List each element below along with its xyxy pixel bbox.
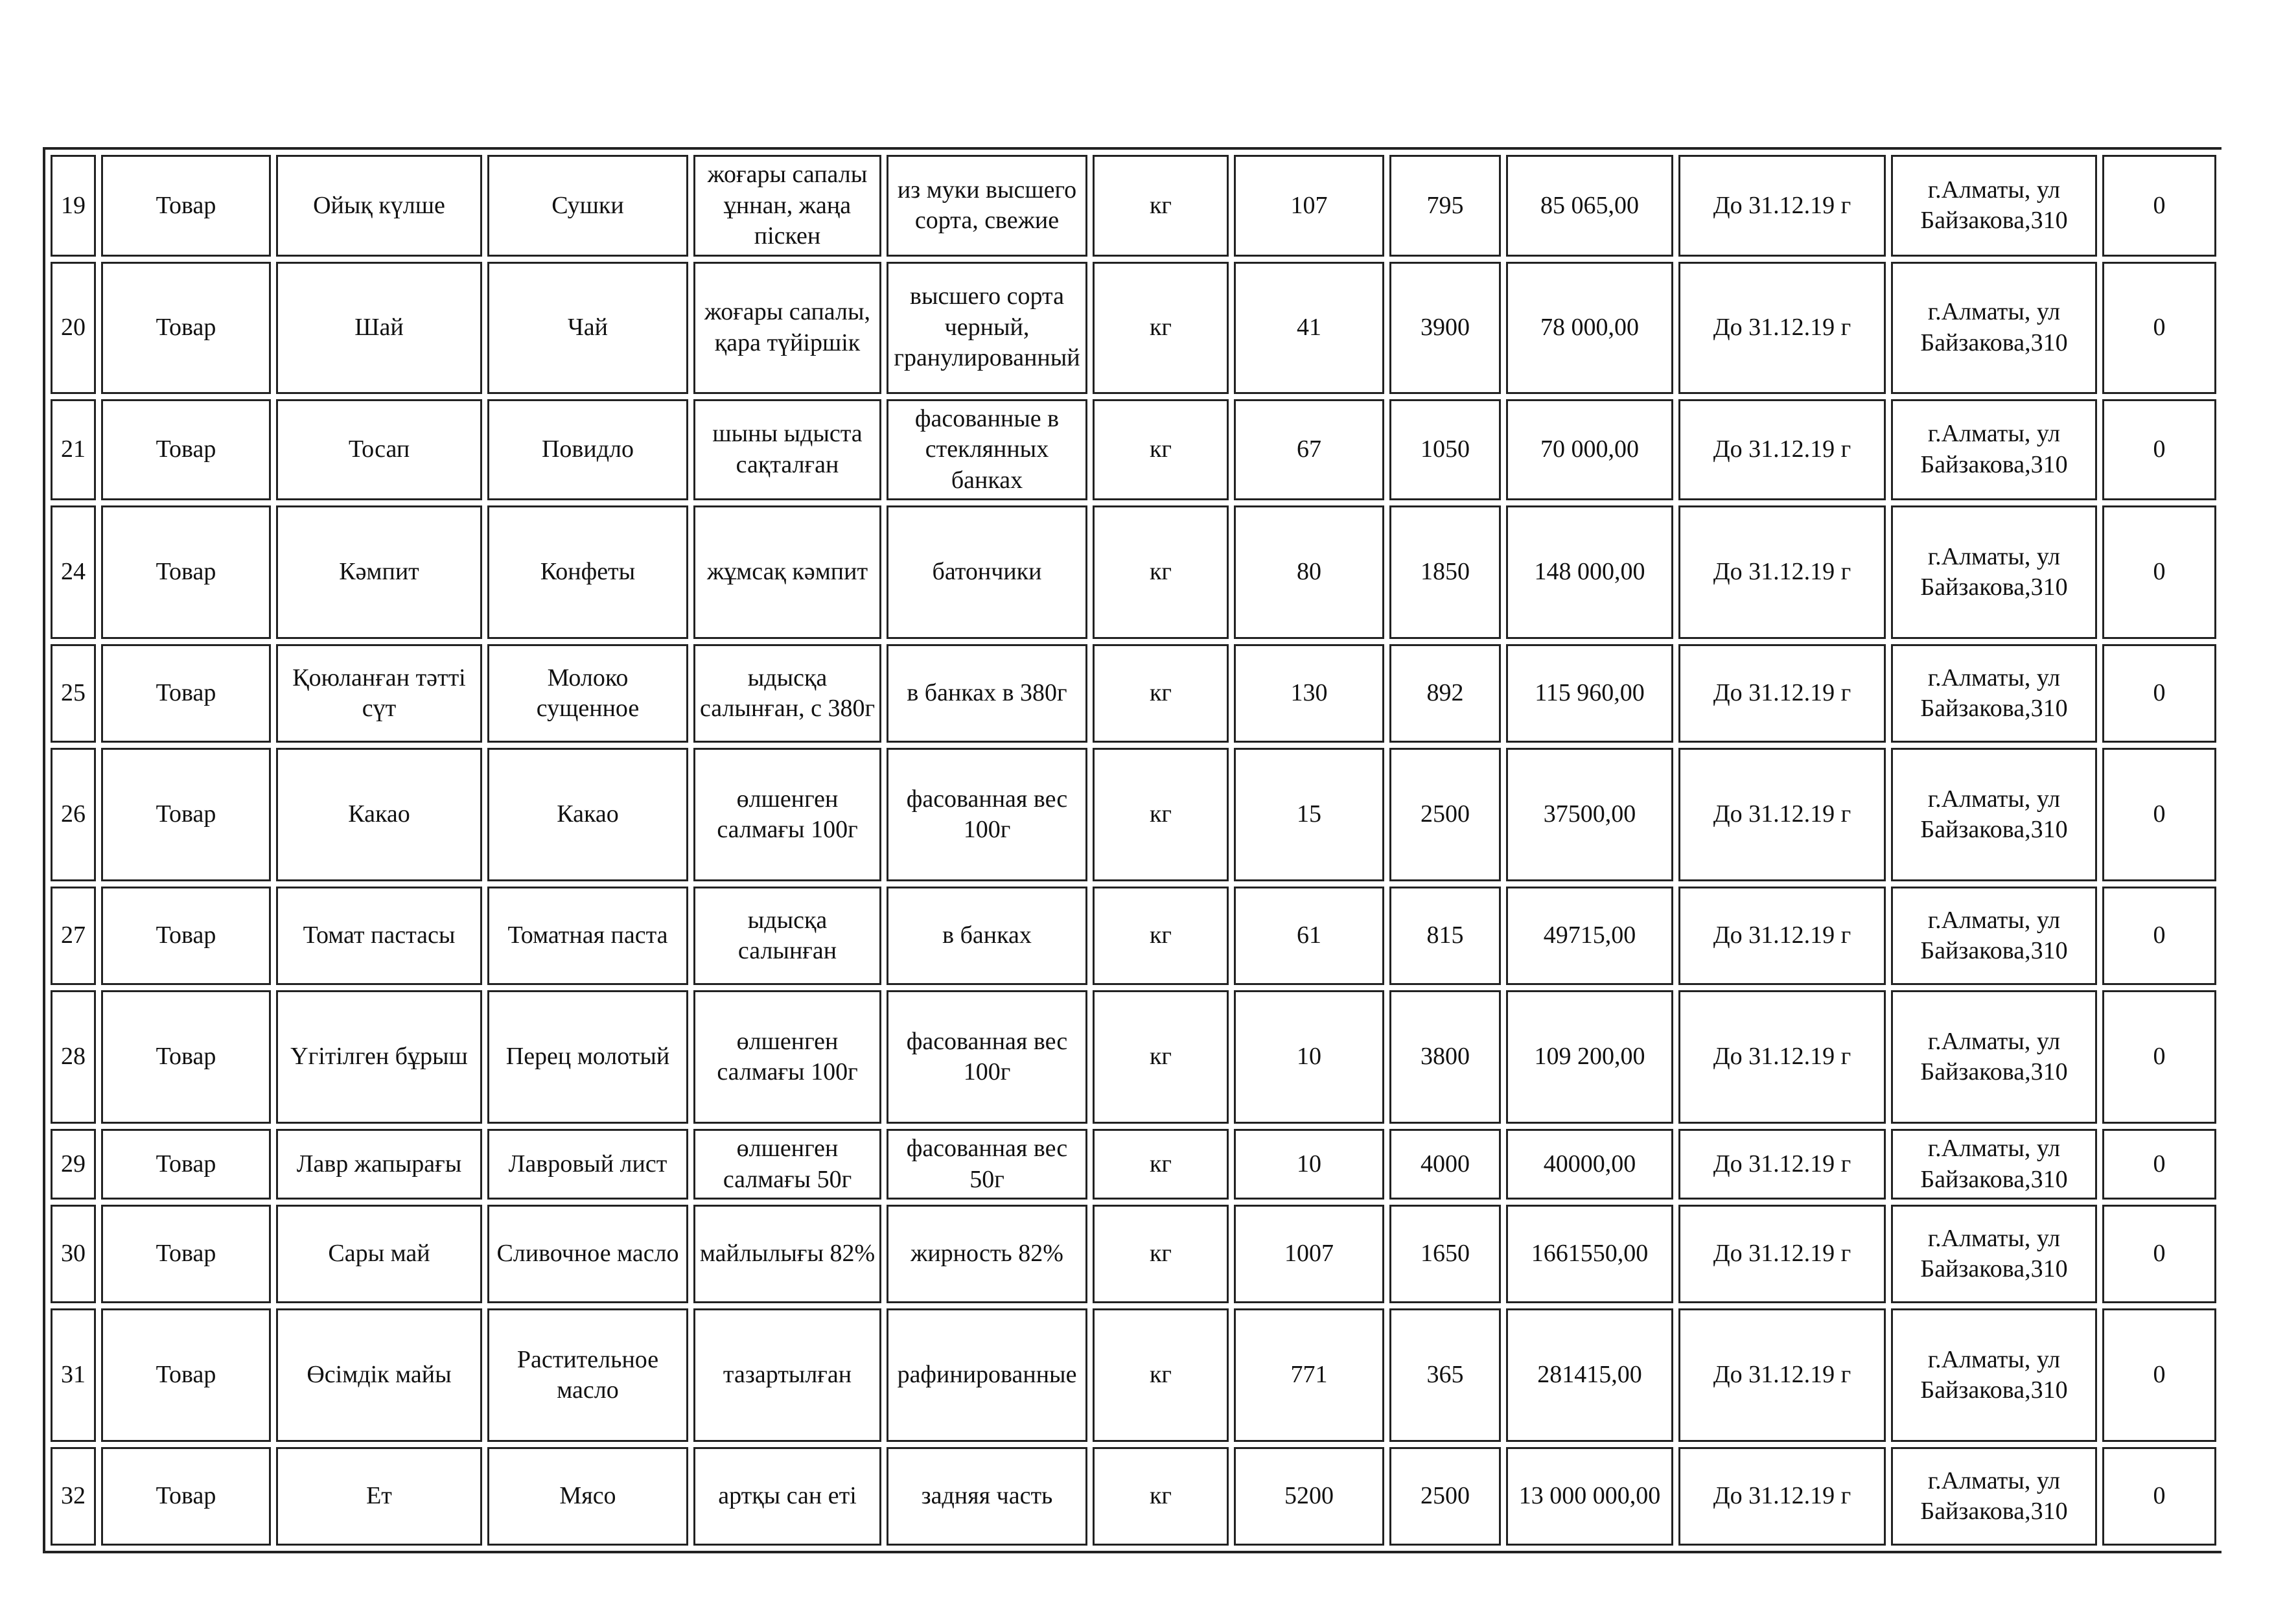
quantity: 5200 [1234,1447,1384,1546]
item-description-kz: шыны ыдыста сақталған [693,399,881,501]
item-name-kz: Шай [276,262,482,394]
item-description-kz: майлылығы 82% [693,1205,881,1303]
item-name-ru: Томатная паста [487,887,688,985]
unit-of-measure: кг [1093,155,1229,257]
item-name-ru: Повидло [487,399,688,501]
delivery-place: г.Алматы, ул Байзакова,310 [1891,155,2097,257]
item-description-kz: жұмсақ кәмпит [693,505,881,639]
item-type: Товар [101,505,271,639]
unit-price: 3900 [1389,262,1501,394]
advance-payment: 0 [2102,990,2216,1124]
delivery-term: До 31.12.19 г [1678,155,1886,257]
row-number: 28 [51,990,96,1124]
item-type: Товар [101,155,271,257]
total-sum: 37500,00 [1506,748,1673,881]
item-description-kz: ыдысқа салынған, с 380г [693,644,881,743]
quantity: 67 [1234,399,1384,501]
unit-of-measure: кг [1093,990,1229,1124]
unit-of-measure: кг [1093,399,1229,501]
table-row [51,262,2216,394]
delivery-term: До 31.12.19 г [1678,887,1886,985]
quantity: 1007 [1234,1205,1384,1303]
unit-of-measure: кг [1093,1447,1229,1546]
table-row [51,887,2216,985]
advance-payment: 0 [2102,748,2216,881]
total-sum: 78 000,00 [1506,262,1673,394]
quantity: 771 [1234,1308,1384,1442]
item-description-ru: фасованная вес 100г [887,990,1087,1124]
advance-payment: 0 [2102,1447,2216,1546]
delivery-term: До 31.12.19 г [1678,399,1886,501]
item-name-kz: Ет [276,1447,482,1546]
delivery-place: г.Алматы, ул Байзакова,310 [1891,505,2097,639]
unit-price: 2500 [1389,748,1501,881]
unit-of-measure: кг [1093,887,1229,985]
item-description-kz: өлшенген салмағы 50г [693,1129,881,1200]
row-number: 24 [51,505,96,639]
table-row [51,1129,2216,1200]
unit-price: 815 [1389,887,1501,985]
unit-price: 365 [1389,1308,1501,1442]
table-row [51,155,2216,257]
item-description-ru: задняя часть [887,1447,1087,1546]
total-sum: 281415,00 [1506,1308,1673,1442]
total-sum: 1661550,00 [1506,1205,1673,1303]
delivery-place: г.Алматы, ул Байзакова,310 [1891,1205,2097,1303]
item-name-ru: Какао [487,748,688,881]
item-description-ru: фасованная вес 50г [887,1129,1087,1200]
total-sum: 40000,00 [1506,1129,1673,1200]
item-description-kz: артқы сан еті [693,1447,881,1546]
item-description-ru: фасованная вес 100г [887,748,1087,881]
item-description-ru: рафинированные [887,1308,1087,1442]
unit-of-measure: кг [1093,644,1229,743]
row-number: 25 [51,644,96,743]
quantity: 41 [1234,262,1384,394]
delivery-term: До 31.12.19 г [1678,990,1886,1124]
delivery-place: г.Алматы, ул Байзакова,310 [1891,262,2097,394]
row-number: 21 [51,399,96,501]
advance-payment: 0 [2102,155,2216,257]
quantity: 80 [1234,505,1384,639]
item-name-ru: Конфеты [487,505,688,639]
delivery-term: До 31.12.19 г [1678,1308,1886,1442]
item-type: Товар [101,1129,271,1200]
item-name-kz: Лавр жапырағы [276,1129,482,1200]
table-row [51,1205,2216,1303]
delivery-term: До 31.12.19 г [1678,748,1886,881]
item-name-ru: Сливочное масло [487,1205,688,1303]
item-description-ru: жирность 82% [887,1205,1087,1303]
advance-payment: 0 [2102,505,2216,639]
total-sum: 13 000 000,00 [1506,1447,1673,1546]
item-type: Товар [101,399,271,501]
item-name-kz: Қоюланған тәтті сүт [276,644,482,743]
item-name-kz: Ойық күлше [276,155,482,257]
item-type: Товар [101,990,271,1124]
table-row [51,1447,2216,1546]
item-name-ru: Мясо [487,1447,688,1546]
item-description-kz: ыдысқа салынған [693,887,881,985]
table-row [51,990,2216,1124]
advance-payment: 0 [2102,887,2216,985]
item-type: Товар [101,1205,271,1303]
row-number: 27 [51,887,96,985]
quantity: 130 [1234,644,1384,743]
delivery-term: До 31.12.19 г [1678,262,1886,394]
row-number: 32 [51,1447,96,1546]
table-row [51,505,2216,639]
delivery-place: г.Алматы, ул Байзакова,310 [1891,990,2097,1124]
delivery-place: г.Алматы, ул Байзакова,310 [1891,399,2097,501]
row-number: 29 [51,1129,96,1200]
item-type: Товар [101,644,271,743]
quantity: 107 [1234,155,1384,257]
delivery-term: До 31.12.19 г [1678,1205,1886,1303]
total-sum: 115 960,00 [1506,644,1673,743]
item-description-kz: өлшенген салмағы 100г [693,990,881,1124]
quantity: 61 [1234,887,1384,985]
quantity: 10 [1234,990,1384,1124]
unit-price: 4000 [1389,1129,1501,1200]
delivery-term: До 31.12.19 г [1678,505,1886,639]
advance-payment: 0 [2102,1205,2216,1303]
unit-price: 2500 [1389,1447,1501,1546]
item-name-ru: Растительное масло [487,1308,688,1442]
delivery-place: г.Алматы, ул Байзакова,310 [1891,748,2097,881]
total-sum: 85 065,00 [1506,155,1673,257]
item-name-kz: Сары май [276,1205,482,1303]
item-description-kz: тазартылған [693,1308,881,1442]
delivery-place: г.Алматы, ул Байзакова,310 [1891,644,2097,743]
item-name-ru: Молоко сущенное [487,644,688,743]
total-sum: 148 000,00 [1506,505,1673,639]
table-body [51,155,2216,1546]
unit-of-measure: кг [1093,262,1229,394]
table-row [51,1308,2216,1442]
advance-payment: 0 [2102,644,2216,743]
quantity: 10 [1234,1129,1384,1200]
delivery-place: г.Алматы, ул Байзакова,310 [1891,1447,2097,1546]
row-number: 20 [51,262,96,394]
row-number: 19 [51,155,96,257]
item-description-ru: из муки высшего сорта, свежие [887,155,1087,257]
row-number: 26 [51,748,96,881]
item-description-ru: в банках [887,887,1087,985]
table-row [51,748,2216,881]
unit-price: 1850 [1389,505,1501,639]
table-row [51,399,2216,501]
delivery-place: г.Алматы, ул Байзакова,310 [1891,1129,2097,1200]
item-description-ru: фасованные в стеклянных банках [887,399,1087,501]
delivery-term: До 31.12.19 г [1678,644,1886,743]
unit-price: 795 [1389,155,1501,257]
unit-price: 1650 [1389,1205,1501,1303]
unit-of-measure: кг [1093,748,1229,881]
item-name-ru: Перец молотый [487,990,688,1124]
item-type: Товар [101,748,271,881]
item-description-ru: высшего сорта черный, гранулированный [887,262,1087,394]
item-name-kz: Какао [276,748,482,881]
unit-of-measure: кг [1093,1205,1229,1303]
unit-of-measure: кг [1093,1129,1229,1200]
delivery-place: г.Алматы, ул Байзакова,310 [1891,1308,2097,1442]
unit-price: 892 [1389,644,1501,743]
advance-payment: 0 [2102,1308,2216,1442]
table-row [51,644,2216,743]
item-description-ru: в банках в 380г [887,644,1087,743]
row-number: 30 [51,1205,96,1303]
item-name-kz: Кәмпит [276,505,482,639]
item-type: Товар [101,262,271,394]
unit-of-measure: кг [1093,1308,1229,1442]
advance-payment: 0 [2102,1129,2216,1200]
item-description-kz: жоғары сапалы, қара түйіршік [693,262,881,394]
advance-payment: 0 [2102,399,2216,501]
unit-of-measure: кг [1093,505,1229,639]
item-name-ru: Сушки [487,155,688,257]
item-name-ru: Чай [487,262,688,394]
item-description-kz: өлшенген салмағы 100г [693,748,881,881]
item-name-kz: Үгітілген бұрыш [276,990,482,1124]
item-type: Товар [101,1308,271,1442]
unit-price: 1050 [1389,399,1501,501]
item-description-ru: батончики [887,505,1087,639]
delivery-place: г.Алматы, ул Байзакова,310 [1891,887,2097,985]
item-name-ru: Лавровый лист [487,1129,688,1200]
advance-payment: 0 [2102,262,2216,394]
item-type: Товар [101,887,271,985]
row-number: 31 [51,1308,96,1442]
item-name-kz: Өсімдік майы [276,1308,482,1442]
item-description-kz: жоғары сапалы ұннан, жаңа піскен [693,155,881,257]
procurement-table [43,147,2221,1553]
total-sum: 109 200,00 [1506,990,1673,1124]
total-sum: 49715,00 [1506,887,1673,985]
quantity: 15 [1234,748,1384,881]
delivery-term: До 31.12.19 г [1678,1447,1886,1546]
item-type: Товар [101,1447,271,1546]
delivery-term: До 31.12.19 г [1678,1129,1886,1200]
total-sum: 70 000,00 [1506,399,1673,501]
item-name-kz: Томат пастасы [276,887,482,985]
unit-price: 3800 [1389,990,1501,1124]
item-name-kz: Тосап [276,399,482,501]
